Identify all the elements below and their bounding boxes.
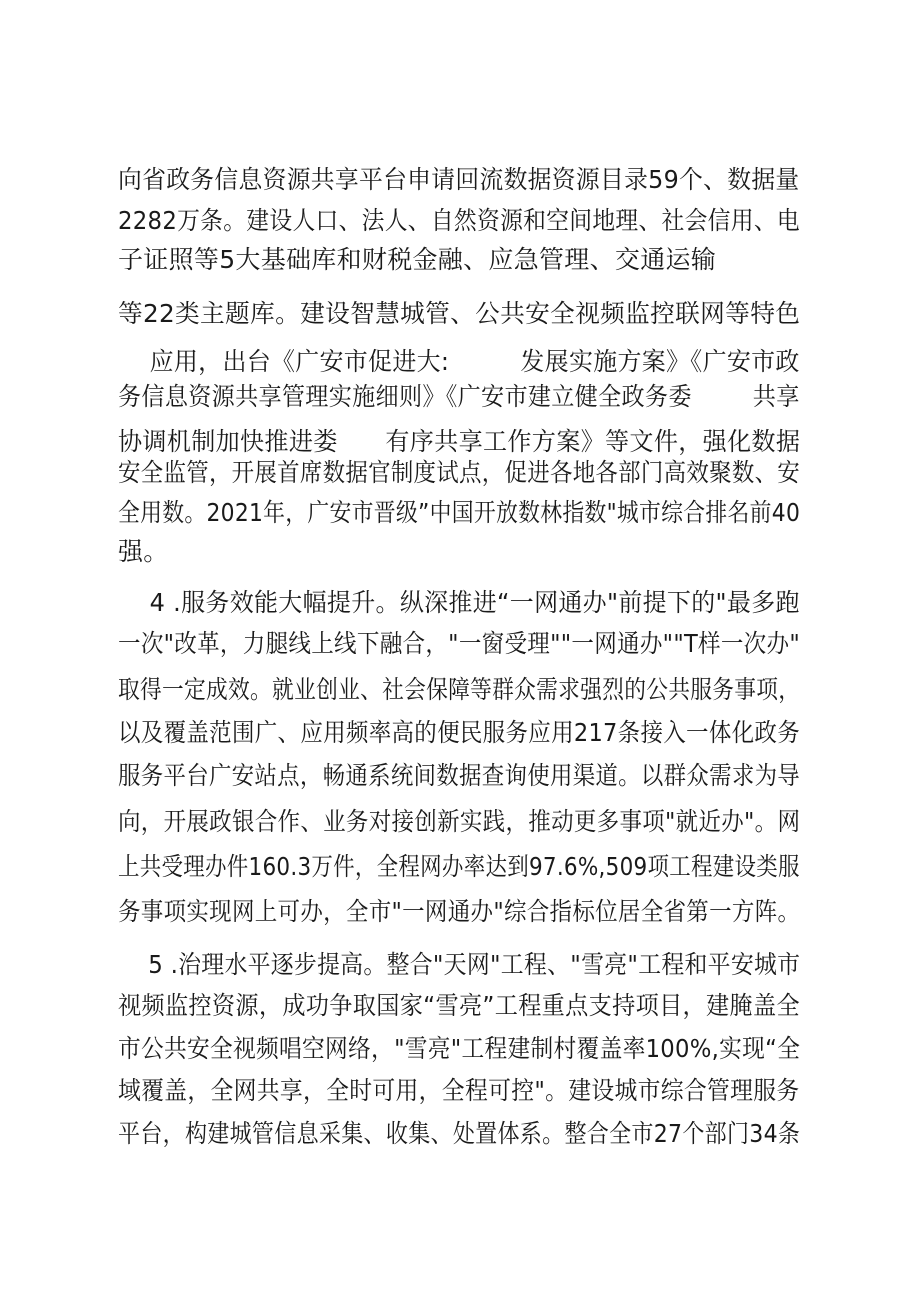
text-line: 一次"改革，力腿线上线下融合，"一窗受理""一网通办""T样一次办" bbox=[118, 629, 800, 658]
text-line: 视频监控资源，成功争取国家“雪亮”工程重点支持项目，建腌盖全 bbox=[118, 991, 800, 1020]
text-line: 强。 bbox=[118, 537, 169, 566]
text-line: 安全监管，开展首席数据官制度试点，促进各地各部门高效聚数、安 bbox=[118, 458, 801, 487]
text-line: 2282万条。建设人口、法人、自然资源和空间地理、社会信用、电 bbox=[118, 206, 800, 235]
text-line: 协调机制加快推进娄 有序共享工作方案》等文件，强化数据 bbox=[118, 427, 801, 456]
text-line: 子证照等5大基础库和财税金融、应急管理、交通运输 bbox=[118, 245, 717, 274]
text-line: 5 .治理水平逐步提高。整合"天网"工程、"雪亮"工程和平安城市 bbox=[118, 950, 801, 979]
text-line: 取得一定成效。就业创业、社会保障等群众需求强烈的公共服务事项， bbox=[118, 675, 801, 704]
text-line: 应用，出台《广安市促进大: 发展实施方案》《广安市政 bbox=[118, 347, 800, 376]
text-line: 平台，构建城管信息采集、收集、处置体系。整合全市27个部门34条 bbox=[118, 1119, 801, 1148]
text-line: 务信息资源共享管理实施细则》《广安市建立健全政务委 共享 bbox=[118, 382, 800, 411]
text-line: 向省政务信息资源共享平台申请回流数据资源目录59个、数据量 bbox=[118, 165, 800, 194]
text-line: 4 .服务效能大幅提升。纵深推进“一网通办"前提下的"最多跑 bbox=[118, 588, 800, 617]
text-line: 上共受理办件160.3万件，全程网办率达到97.6%,509项工程建设类服 bbox=[118, 852, 800, 881]
text-line: 全用数。2021年，广安市晋级”中国开放数林指数"城市综合排名前40 bbox=[118, 498, 801, 527]
text-line: 以及覆盖范围广、应用频率高的便民服务应用217条接入一体化政务 bbox=[118, 718, 801, 747]
text-line: 市公共安全视频唱空网络，"雪亮"工程建制村覆盖率100%,实现“全 bbox=[118, 1034, 801, 1063]
text-line: 等22类主题库。建设智慧城管、公共安全视频监控联网等特色 bbox=[118, 299, 801, 328]
text-line: 务事项实现网上可办，全市"一网通办"综合指标位居全省第一方阵。 bbox=[118, 897, 801, 926]
text-line: 域覆盖，全网共享，全时可用，全程可控"。建设城市综合管理服务 bbox=[118, 1076, 800, 1105]
text-line: 服务平台广安站点，畅通系统间数据查询使用渠道。以群众需求为导 bbox=[118, 761, 801, 790]
text-line: 向，开展政银合作、业务对接创新实践，推动更多事项"就近办"。网 bbox=[118, 807, 801, 836]
